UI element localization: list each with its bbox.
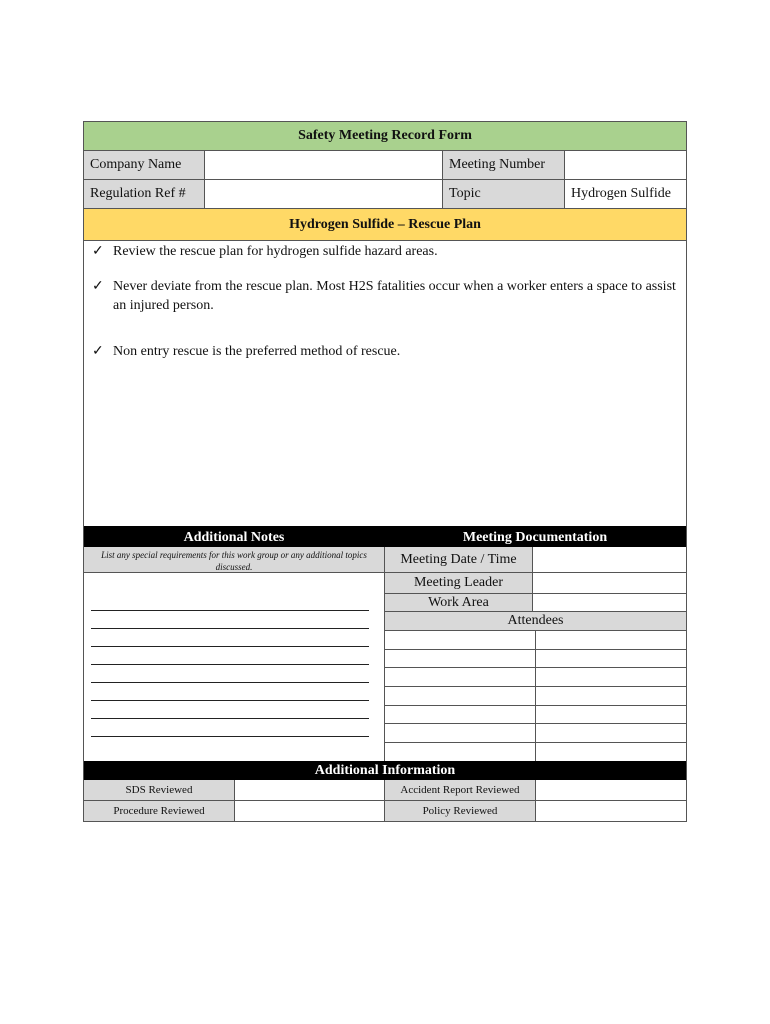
checkmark-icon: ✓ [92,279,104,294]
procedure-reviewed-label: Procedure Reviewed [84,801,234,821]
note-line[interactable] [91,700,369,701]
attendee-cell[interactable] [384,743,535,761]
policy-reviewed-field[interactable] [535,801,686,821]
meeting-leader-label: Meeting Leader [384,573,532,594]
additional-notes-header: Additional Notes [183,529,285,545]
meeting-number-label: Meeting Number [442,151,564,180]
bullet-text: Never deviate from the rescue plan. Most H2S fatalities occur when a worker enters a space to assist an injured person. [113,279,676,313]
note-line[interactable] [91,628,369,629]
attendee-cell[interactable] [535,668,686,687]
section-title: Hydrogen Sulfide – Rescue Plan [84,209,686,241]
attendee-cell[interactable] [384,687,535,706]
note-line[interactable] [91,736,369,737]
meeting-date-time-label: Meeting Date / Time [384,547,532,573]
note-line[interactable] [91,682,369,683]
procedure-reviewed-field[interactable] [234,801,384,821]
attendee-cell[interactable] [535,706,686,724]
notes-instruction: List any special requirements for this work group or any additional topics discussed. [84,547,384,573]
form-title: Safety Meeting Record Form [84,122,686,151]
regulation-ref-label: Regulation Ref # [84,180,204,209]
sds-reviewed-field[interactable] [234,780,384,801]
note-line[interactable] [91,664,369,665]
note-line[interactable] [91,646,369,647]
bullet-item [92,242,672,262]
bullet-text: Review the rescue plan for hydrogen sulfide hazard areas. [113,244,438,259]
accident-report-reviewed-field[interactable] [535,780,686,801]
company-name-field[interactable] [204,151,442,180]
meeting-date-time-field[interactable] [532,547,686,573]
topic-field[interactable]: Hydrogen Sulfide [564,180,686,209]
bullet-item [92,277,676,317]
company-name-label: Company Name [84,151,204,180]
notes-area[interactable] [84,573,384,761]
note-line[interactable] [91,610,369,611]
attendee-cell[interactable] [384,650,535,668]
meeting-number-field[interactable] [564,151,686,180]
attendee-cell[interactable] [384,668,535,687]
checkmark-icon: ✓ [92,244,104,259]
attendee-cell[interactable] [384,706,535,724]
checkmark-icon: ✓ [92,344,104,359]
meeting-documentation-header: Meeting Documentation [462,529,608,545]
attendee-cell[interactable] [535,650,686,668]
regulation-ref-field[interactable] [204,180,442,209]
meeting-leader-field[interactable] [532,573,686,594]
attendee-cell[interactable] [384,631,535,650]
attendees-label: Attendees [384,612,686,631]
bullet-item [92,342,672,362]
attendee-cell[interactable] [384,724,535,743]
safety-meeting-form [83,121,687,822]
note-line[interactable] [91,718,369,719]
attendee-cell[interactable] [535,743,686,761]
attendee-cell[interactable] [535,631,686,650]
work-area-label: Work Area [384,594,532,612]
work-area-field[interactable] [532,594,686,612]
attendee-cell[interactable] [535,687,686,706]
accident-report-reviewed-label: Accident Report Reviewed [384,780,535,801]
sds-reviewed-label: SDS Reviewed [84,780,234,801]
bullet-text: Non entry rescue is the preferred method of rescue. [113,344,401,359]
additional-information-header: Additional Information [84,761,686,780]
topic-label: Topic [442,180,564,209]
attendee-cell[interactable] [535,724,686,743]
policy-reviewed-label: Policy Reviewed [384,801,535,821]
